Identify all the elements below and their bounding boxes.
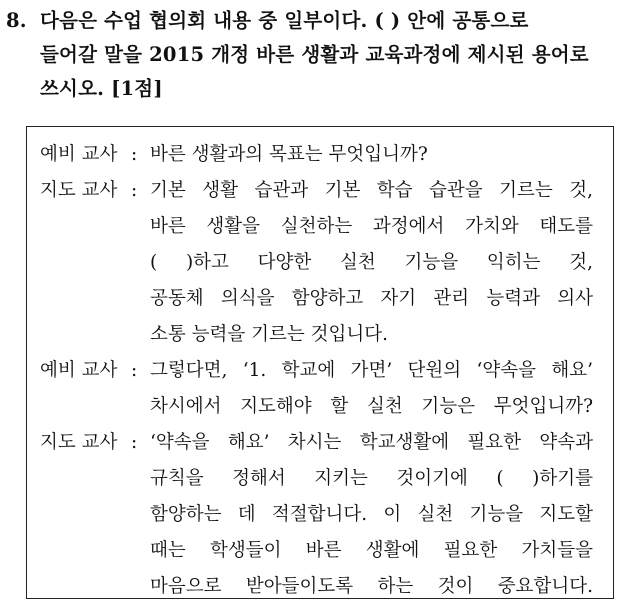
question-line-2 — [6, 38, 618, 72]
dialogue-box — [26, 126, 614, 599]
dialogue-row — [27, 569, 613, 605]
question-stem — [6, 4, 618, 106]
dialogue-row — [27, 137, 613, 173]
dialogue-row — [27, 533, 613, 569]
dialogue-row — [27, 425, 613, 461]
dialogue-line: 때는 학생들이 바른 생활에 필요한 가치들을 — [150, 540, 593, 561]
dialogue-line: 그렇다면, ‘1. 학교에 가면’ 단원의 ‘약속을 해요’ — [150, 360, 593, 381]
dialogue-row — [27, 497, 613, 533]
dialogue-row — [27, 317, 613, 353]
speaker-colon: : — [131, 360, 138, 381]
dialogue-row — [27, 353, 613, 389]
dialogue-row — [27, 173, 613, 209]
dialogue-line: 함양하는 데 적절합니다. 이 실천 기능을 지도할 — [150, 504, 593, 525]
speaker-label: 지도 교사 — [40, 180, 118, 201]
speaker-label: 예비 교사 — [40, 144, 118, 165]
question-text-line: 다음은 수업 협의회 내용 중 일부이다. ( ) 안에 공통으로 — [40, 9, 529, 32]
dialogue-line: 기본 생활 습관과 기본 학습 습관을 기르는 것, — [150, 180, 593, 201]
speaker-label: 지도 교사 — [40, 432, 118, 453]
question-line-1 — [6, 4, 618, 38]
question-number: 8. — [6, 9, 27, 32]
dialogue-line: 마음으로 받아들이도록 하는 것이 중요합니다. — [150, 576, 593, 597]
dialogue-line: 공동체 의식을 함양하고 자기 관리 능력과 의사 — [150, 288, 593, 309]
question-text-line: 쓰시오. [1점] — [40, 77, 163, 100]
dialogue-row — [27, 461, 613, 497]
dialogue-row — [27, 245, 613, 281]
dialogue-line: 차시에서 지도해야 할 실천 기능은 무엇입니까? — [150, 396, 593, 417]
dialogue-row — [27, 389, 613, 425]
dialogue-line: ( )하고 다양한 실천 기능을 익히는 것, — [150, 252, 593, 273]
question-text-line: 들어갈 말을 2015 개정 바른 생활과 교육과정에 제시된 용어로 — [40, 43, 589, 66]
dialogue-row — [27, 209, 613, 245]
dialogue-line: ‘약속을 해요’ 차시는 학교생활에 필요한 약속과 — [150, 432, 593, 453]
speaker-colon: : — [131, 432, 138, 453]
speaker-colon: : — [131, 180, 138, 201]
dialogue-line: 바른 생활과의 목표는 무엇입니까? — [150, 144, 428, 165]
dialogue-line: 소통 능력을 기르는 것입니다. — [150, 324, 388, 345]
speaker-colon: : — [131, 144, 138, 165]
dialogue-line: 규칙을 정해서 지키는 것이기에 ( )하기를 — [150, 468, 593, 489]
dialogue-line: 바른 생활을 실천하는 과정에서 가치와 태도를 — [150, 216, 593, 237]
speaker-label: 예비 교사 — [40, 360, 118, 381]
question-line-3 — [6, 72, 618, 106]
dialogue-row — [27, 281, 613, 317]
